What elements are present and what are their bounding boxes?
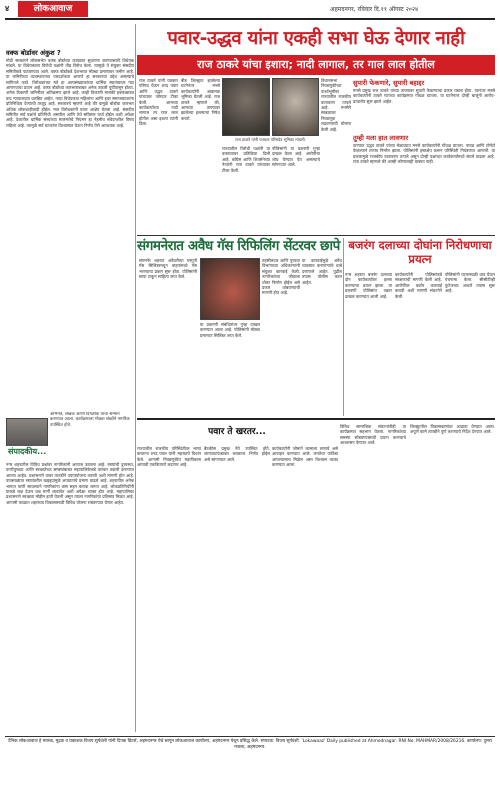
sidebar-headline-1: सुपारी फेकणारे, सुपारी बहाद्दर [353, 79, 425, 87]
lead-headline: पवार-उद्धव यांना एकही सभा घेऊ देणार नाही [167, 28, 465, 49]
page-number: ४ [5, 4, 10, 13]
supporters-photo [272, 78, 319, 136]
photo-caption: राज ठाकरे यांनी पत्रकार परिषदेत भूमिका मांडली. [235, 137, 306, 142]
lower-section-rule [137, 418, 495, 420]
lead-column-1: राज ठाकरे यांनी पत्रकार परिषद घेऊन शरद पवार आणि उद्धव ठाकरे यांच्यावर जोरदार टीका केली. आमच्या कार्यकर्त्यांच्या नादी लागाल तर गाल लाल होतील असा इशारा त्यांनी दिला. [139, 78, 178, 127]
column-divider [135, 24, 136, 732]
lead-column-5: विधानसभा निवडणुकीच्या पार्श्वभूमीवर राज्यातील राजकीय वातावरण तापले आहे. मनसेने स्वबळावर निवडणूक लढवण्याची घोषणा केली आहे. [321, 78, 351, 132]
lower-story-headline: पवार ते खरतर... [208, 427, 266, 437]
raj-thackeray-photo [222, 78, 270, 136]
gas-cylinders-photo [200, 258, 260, 320]
story-divider [343, 238, 344, 416]
sidebar-headline-2: तुम्ही मला हात लावणार [353, 134, 409, 142]
newspaper-logo: लोकआवाज [18, 1, 88, 17]
masthead-rule [5, 18, 495, 20]
bajrang-column-2: कार्यकर्त्यांनी पोलिसांकडे संरक्षणाची मागणी केली आहे. आरोपींवर कठोर कारवाई करावी अशी मागणी संघटनेने केली. [395, 272, 442, 299]
section-rule [137, 235, 495, 236]
lower-column-2: बैठकीस प्रमुख नेते उपस्थित होते. जागावाटपाबाबत लवकरच निर्णय होईल असे सांगण्यात आले. [204, 446, 270, 462]
lead-column-4: पोलिसांनी या प्रकरणी गुन्हा दाखल केला आहे. आरोपींचा शोध घेण्यात येत असल्याचे सांगण्यात आले. [272, 146, 320, 168]
gas-story-column-3: तहसीलदार आणि पुरवठा विभागाच्या अधिकाऱ्यांनी संयुक्त कारवाई केली. नागरिकांच्या जीवाला धोका निर्माण होईल असे प्रकार थांबवण्याची मागणी होत आहे. [262, 258, 300, 296]
gas-story-column-1: संगमनेर शहरात अवैधरीत्या घरगुती गॅस सिलिंडरमधून वाहनांमध्ये गॅस भरण्याचा प्रकार सुरू होता. पोलिसांनी छापा टाकून साहित्य जप्त केले. [139, 258, 197, 280]
lead-subheadline: राज ठाकरे यांचा इशारा; नादी लागाल, तर गाल लाल होतील [137, 55, 495, 75]
sidebar-box [6, 446, 134, 460]
gas-story-column-2: या प्रकरणी संबंधितांवर गुन्हा दाखल करण्यात आला आहे. पोलिसांनी मोठ्या प्रमाणात सिलिंडर जप्त केले. [200, 322, 260, 338]
gas-story-column-4: या कारवाईमुळे अवैध व्यवसाय करणाऱ्यांचे धाबे दणाणले आहेत. पुढील तपास पोलीस करत आहेत. [302, 258, 342, 285]
lead-column-3: राज्यातील विरोधी पक्षांनी या वक्तव्यावर प्रतिक्रिया दिली आहे. काँग्रेस आणि शिवसेनेच्या नेत्यांनी राज ठाकरे यांच्यावर टीका केली. [222, 146, 270, 173]
lower-column-1: राज्यातील राजकीय परिस्थितीवर भाष्य करताना शरद पवार यांनी महत्त्वाचे विधान केले. आगामी निवडणुकीत महाविकास आघाडी एकत्रितपणे लढणार आहे. [137, 446, 201, 468]
sidebar-title: संपादकीय... [8, 447, 47, 456]
dateline: अहमदनगर, रविवार दि.११ ऑगस्ट २०२४ [330, 6, 419, 13]
sidebar-text-2: ठाण्यात उद्धव ठाकरे यांच्या मेळाव्यात मनसे कार्यकर्त्यांनी गोंधळ घातला. नारळ आणि टोमॅटो फेकल्याने तणाव निर्माण झाला. पोलिसांनी हस्तक्षेप करून परिस्थिती नियंत्रणात आणली. या प्रकारामुळे राजकीय वातावरण तापले असून दोन्ही पक्षांच्या कार्यकर्त्यांमध्ये संघर्ष वाढला आहे. राज ठाकरे म्हणाले की आम्ही कोणालाही घाबरत नाही. [353, 143, 495, 165]
editorial-body-continued: नगर शहरातील विविध प्रश्नांवर नागरिकांनी आवाज उठवला आहे. रस्त्यांची दुरवस्था, पाणीपुरवठा आणि स्वच्छतेच्या समस्यांबाबत महापालिकेकडे वारंवार तक्रारी करण्यात आल्या आहेत. प्रशासनाने यावर तातडीने उपाययोजना करावी अशी मागणी होत आहे. पावसाळ्यात रस्त्यांवरील खड्ड्यांमुळे अपघातांचे प्रमाण वाढले आहे. शहरातील अनेक भागात पाणी साचल्याने नागरिकांना त्रास सहन करावा लागत आहे. लोकप्रतिनिधींनी याकडे लक्ष देऊन प्रश्न मार्गी लावावेत अशी अपेक्षा व्यक्त होत आहे. महापालिका प्रशासनाने स्वच्छता मोहीम हाती घेतली असून त्याला नागरिकांचा प्रतिसाद मिळत आहे. आगामी काळात शहराच्या विकासासाठी विविध योजना राबवण्यात येणार आहेत. [6, 462, 134, 505]
bajrang-column-3: पोलिसांनी घटनास्थळी धाव घेऊन पंचनामा केला. सीसीटीव्ही फुटेजच्या आधारे तपास सुरू आहे. [445, 272, 495, 294]
bajrang-dal-headline: बजरंग दलाच्या दोघांना निरोधणाचा प्रयत्न [348, 238, 492, 266]
editorial-title: वक्फ बोर्डावर अंकुश ? [6, 49, 61, 57]
gas-story-headline: संगमनेरात अवैध गॅस रिफिलिंग सेंटरवर छापे [137, 238, 340, 254]
bajrang-column-1: नगर शहरात बजरंग दलाच्या दोन कार्यकर्त्यांवर हल्ला करण्याचा प्रयत्न झाला. या प्रकरणी पोलिसांत तक्रार दाखल करण्यात आली आहे. [345, 272, 392, 299]
sidebar-text-1: मनसे प्रमुख राज ठाकरे यांच्या ताफ्यावर सुपारी फेकण्याचा प्रकार घडला होता. त्यानंतर मनसे कार्यकर्त्यांनी ठाकरे गटाच्या कार्यक्रमात गोंधळ घातला. या घटनेनंतर दोन्ही बाजूंनी आरोप-प्रत्यारोप सुरू झाले आहेत. [353, 88, 495, 104]
lower-column-4: विविध सामाजिक संघटनांनीही या कार्यक्रमात सहभाग घेतला. नागरिकांच्या समस्या सोडवण्यासाठी प्रयत्न करण्याचे आश्वासन देण्यात आले. [340, 424, 406, 446]
lower-column-5: जिल्ह्यातील विकासकामांचा आढावा घेण्यात आला. अपूर्ण कामे तातडीने पूर्ण करण्याचे निर्देश देण्यात आले. [410, 424, 495, 435]
lead-column-2: बीड जिल्ह्यात झालेल्या घटनेनंतर मनसे कार्यकर्त्यांनी आक्रमक भूमिका घेतली आहे. राज ठाकरे म्हणाले की, आमच्या ताफ्यावर झालेल्या हल्ल्याचा निषेध करतो. [181, 78, 220, 121]
sidebar-text: अभिनेते, लेखक आणि दिग्दर्शक यांचा सन्मान करण्यात आला. कार्यक्रमाला मोठ्या संख्येने नागरिक उपस्थित होते. [50, 412, 130, 428]
editorial-body: मोदी सरकारने लोकसभेत वक्फ बोर्डाच्या कायद्यात सुधारणा करण्यासाठी विधेयक मांडले. या विधेयकाला विरोधी पक्षांनी तीव्र विरोध केला. त्यामुळे ते संयुक्त संसदीय समितीकडे पाठवण्यात आले. वक्फ बोर्डाकडे देशभरात मोठ्या प्रमाणावर जमीन आहे. या जमिनीच्या व्यवस्थापनात पारदर्शकता आणणे हा सरकारचा उद्देश असल्याचे सांगितले जाते. विरोधकांच्या मते हा अल्पसंख्याकांच्या धार्मिक स्वातंत्र्यावर गदा आणण्याचा प्रयत्न आहे. वक्फ बोर्डाच्या कारभाराबाबत अनेक तक्रारी पूर्वीपासून होत्या. अनेक ठिकाणी जमिनींवर अतिक्रमण झाले आहे. काही ठिकाणी मालकी हक्काबाबत वाद न्यायालयात प्रलंबित आहेत. नव्या विधेयकात महिलांना आणि इतर समाजघटकांना प्रतिनिधित्व देण्याची तरतूद आहे. सरकारचे म्हणणे आहे की यामुळे बोर्डाचा कारभार अधिक लोकशाहीवादी होईल. मात्र विरोधकांनी यावर आक्षेप घेतला आहे. संसदीय समितीत सर्व पक्षांचे प्रतिनिधी असतील आणि तेथे सविस्तर चर्चा होईल अशी अपेक्षा आहे. देशातील धार्मिक संस्थांच्या मालमत्तेचे नियमन हा नेहमीच संवेदनशील विषय राहिला आहे. त्यामुळे सर्व घटकांना विश्वासात घेऊन निर्णय घेणे आवश्यक आहे. [6, 58, 134, 128]
imprint-footer: दैनिक लोकआवाज हे मालक, मुद्रक व प्रकाशक विजय सुर्यवंशी यांनी दिपक प्रिंटर्स, अहमदनगर येथे छापून लोकआवाज कार्यालय, अहमदनगर येथून प्रसिद्ध केले. संपादक: विजय सुर्यवंशी. 'Lokawaaz' Daily published at Ahmednagar. RNI No. MAHMAR/2008/26216. कार्यालय: दुसरा मजला, अहमदनगर. [5, 736, 495, 772]
lower-column-3: कार्यकर्त्यांनी जोमाने कामाला लागावे असे आवाहन करण्यात आले. जनतेचा पाठिंबा आपल्यालाच मिळेल असा विश्वास व्यक्त करण्यात आला. [272, 446, 338, 468]
